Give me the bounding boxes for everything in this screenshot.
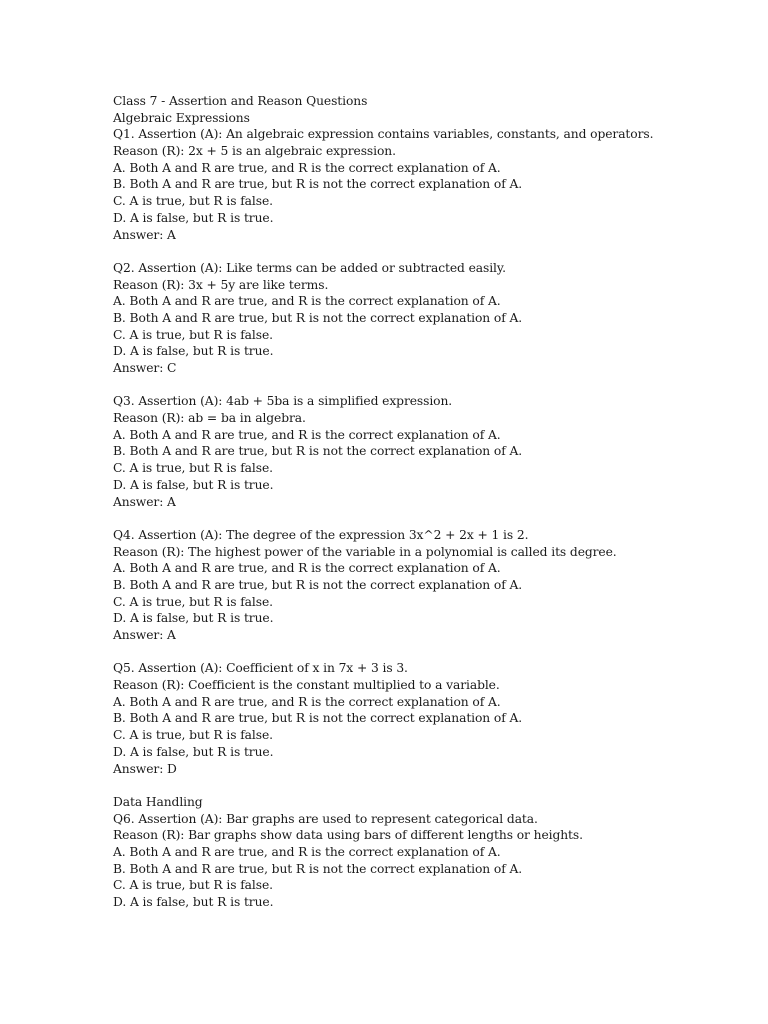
option-d: D. A is false, but R is true. bbox=[113, 344, 274, 359]
question-block-q5 bbox=[113, 660, 713, 777]
spacer bbox=[113, 377, 713, 394]
option-c: C. A is true, but R is false. bbox=[113, 194, 273, 209]
option-a: A. Both A and R are true, and R is the correct explanation of A. bbox=[113, 427, 501, 442]
option-c: C. A is true, but R is false. bbox=[113, 327, 273, 342]
question-block-q1 bbox=[113, 126, 713, 243]
option-a: A. Both A and R are true, and R is the correct explanation of A. bbox=[113, 561, 501, 576]
page-title: Class 7 - Assertion and Reason Questions bbox=[113, 94, 368, 108]
question-block-q2 bbox=[113, 260, 713, 377]
answer-text: Answer: A bbox=[113, 628, 176, 642]
option-b: B. Both A and R are true, but R is not the correct explanation of A. bbox=[113, 310, 523, 325]
spacer bbox=[113, 777, 713, 794]
option-a: A. Both A and R are true, and R is the correct explanation of A. bbox=[113, 294, 501, 309]
option-a: A. Both A and R are true, and R is the correct explanation of A. bbox=[113, 160, 501, 175]
spacer bbox=[113, 644, 713, 661]
assertion-text: Q6. Assertion (A): Bar graphs are used to represent categorical data. bbox=[113, 811, 538, 826]
option-c: C. A is true, but R is false. bbox=[113, 728, 273, 743]
reason-text: Reason (R): 2x + 5 is an algebraic expression. bbox=[113, 144, 396, 159]
reason-text: Reason (R): ab = ba in algebra. bbox=[113, 411, 306, 426]
option-a: A. Both A and R are true, and R is the correct explanation of A. bbox=[113, 694, 501, 709]
option-b: B. Both A and R are true, but R is not the correct explanation of A. bbox=[113, 444, 523, 459]
answer-text: Answer: A bbox=[113, 227, 176, 242]
spacer bbox=[113, 243, 713, 260]
document-content bbox=[113, 93, 713, 911]
assertion-text: Q2. Assertion (A): Like terms can be added or subtracted easily. bbox=[113, 260, 506, 275]
question-block-q3 bbox=[113, 393, 713, 510]
reason-text: Reason (R): Coefficient is the constant multiplied to a variable. bbox=[113, 678, 500, 693]
question-block-q4 bbox=[113, 527, 713, 644]
question-block-q6 bbox=[113, 811, 713, 911]
option-d: D. A is false, but R is true. bbox=[113, 611, 274, 626]
reason-text: Reason (R): The highest power of the variable in a polynomial is called its degree. bbox=[113, 544, 617, 559]
option-c: C. A is true, but R is false. bbox=[113, 878, 273, 893]
assertion-text: Q3. Assertion (A): 4ab + 5ba is a simplified expression. bbox=[113, 394, 453, 409]
option-c: C. A is true, but R is false. bbox=[113, 461, 273, 476]
option-b: B. Both A and R are true, but R is not the correct explanation of A. bbox=[113, 711, 523, 726]
option-d: D. A is false, but R is true. bbox=[113, 895, 274, 909]
reason-text: Reason (R): 3x + 5y are like terms. bbox=[113, 277, 329, 292]
spacer bbox=[113, 510, 713, 527]
option-d: D. A is false, but R is true. bbox=[113, 477, 274, 492]
option-c: C. A is true, but R is false. bbox=[113, 594, 273, 609]
answer-text: Answer: A bbox=[113, 494, 176, 509]
section-heading-data-handling: Data Handling bbox=[113, 794, 203, 809]
answer-text: Answer: D bbox=[113, 761, 177, 776]
option-a: A. Both A and R are true, and R is the correct explanation of A. bbox=[113, 844, 501, 859]
option-b: B. Both A and R are true, but R is not the correct explanation of A. bbox=[113, 577, 523, 592]
option-d: D. A is false, but R is true. bbox=[113, 744, 274, 759]
option-d: D. A is false, but R is true. bbox=[113, 210, 274, 225]
assertion-text: Q4. Assertion (A): The degree of the expression 3x^2 + 2x + 1 is 2. bbox=[113, 527, 529, 542]
answer-text: Answer: C bbox=[113, 361, 177, 375]
reason-text: Reason (R): Bar graphs show data using bars of different lengths or heights. bbox=[113, 828, 583, 843]
option-b: B. Both A and R are true, but R is not the correct explanation of A. bbox=[113, 861, 523, 876]
option-b: B. Both A and R are true, but R is not the correct explanation of A. bbox=[113, 177, 523, 192]
assertion-text: Q5. Assertion (A): Coefficient of x in 7x + 3 is 3. bbox=[113, 661, 408, 676]
section-heading-algebraic-expressions: Algebraic Expressions bbox=[113, 110, 250, 125]
assertion-text: Q1. Assertion (A): An algebraic expression contains variables, constants, and operators. bbox=[113, 127, 654, 142]
